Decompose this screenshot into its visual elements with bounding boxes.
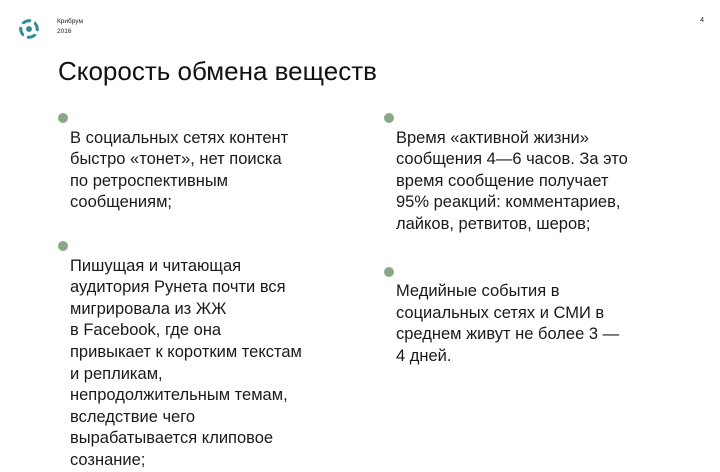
brand-year: 2016: [57, 28, 72, 35]
bullet-dot-icon: [58, 241, 68, 251]
bullet-text: В социальных сетях контент быстро «тонет», нет поиска по ретроспективным сообщениям;: [70, 128, 289, 212]
bullet-dot-icon: [58, 113, 68, 123]
slide-title: Скорость обмена веществ: [58, 56, 377, 86]
bullet-item: [384, 260, 704, 368]
brand-name: Крибрум: [57, 18, 83, 25]
bullet-dot-icon: [384, 113, 394, 123]
bullet-text: Время «активной жизни» сообщения 4—6 часов. За это время сообщение получает 95% реакций: комментариев, лайков, ретвитов, шеров;: [396, 128, 628, 233]
bullet-text: Медийные события в социальных сетях и СМИ в среднем живут не более 3 — 4 дней.: [396, 282, 620, 365]
bullet-item: [58, 106, 358, 214]
bullet-item: [384, 106, 704, 236]
brand-block: [57, 17, 83, 37]
page-number: 4: [700, 17, 704, 24]
kribrum-logo-icon: [18, 18, 40, 40]
bullet-dot-icon: [384, 267, 394, 277]
bullet-text: Пишущая и читающая аудитория Рунета почти вся мигрировала из ЖЖ в Facebook, где она привыкает к коротким текстам и репликам, непродолжительным темам, вследствие чего вырабатывается клиповое сознание;: [70, 256, 302, 469]
right-column: [384, 106, 704, 368]
bullet-item: [58, 234, 358, 472]
left-column: [58, 106, 358, 472]
